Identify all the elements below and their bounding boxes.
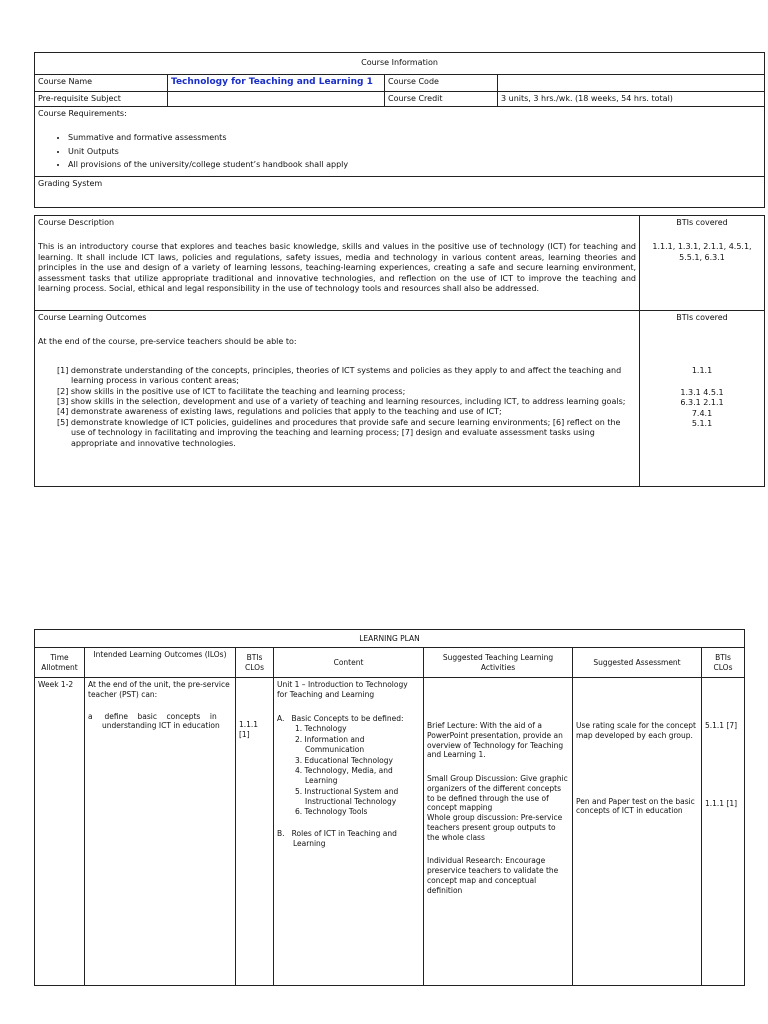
course-name-value: Technology for Teaching and Learning 1 — [168, 75, 385, 92]
learning-plan-table — [34, 629, 745, 986]
btis-value: 1.1.1 [1] — [239, 720, 259, 739]
btis-item: 1.3.1 4.5.1 — [680, 387, 724, 397]
header-activities: Suggested Teaching Learning Activities — [424, 648, 573, 678]
btis-cell — [236, 678, 274, 986]
ilo-item: a define basic concepts in understanding ICT in education — [88, 711, 220, 731]
assessment-item: Pen and Paper test on the basic concepts of ICT in education — [576, 796, 695, 816]
header-btis: BTIs CLOs — [236, 648, 274, 678]
activity-item: Small Group Discussion: Give graphic organizers of the different concepts to be defined through the use of concept mapping — [427, 774, 568, 813]
course-description-cell — [35, 216, 640, 311]
requirements-label: Course Requirements: — [38, 109, 127, 119]
grading-system-label: Grading System — [35, 177, 765, 208]
course-description-btis-cell — [640, 216, 765, 311]
btis-item: 1.1.1 — [691, 366, 713, 376]
learning-plan-title: LEARNING PLAN — [35, 630, 745, 648]
btis-cell — [702, 678, 745, 986]
prereq-label: Pre-requisite Subject — [35, 91, 168, 106]
section-a: A. Basic Concepts to be defined: — [277, 713, 404, 723]
list-item: 5. Instructional System and Instructional Technology — [295, 786, 399, 806]
assessment-item: Use rating scale for the concept map developed by each group. — [576, 721, 696, 740]
prereq-value — [168, 91, 385, 106]
header-content: Content — [274, 648, 424, 678]
concepts-list — [277, 724, 420, 817]
header-btis: BTIs CLOs — [702, 648, 745, 678]
course-description-text: This is an introductory course that explores and teaches basic knowledge, skills and values in the positive use of technology (ICT) for teaching and learning. It shall include ICT laws, policies and regulations, safety issues, media and technology in various content areas, learning theories and principles in the use and design of a variety of learning lessons, teaching-learning experiences, creating a safe and secure learning environment, assessment tasks that utilize appropriate traditional and innovative technologies, and reflection on the use of ICT to improve the teaching and learning process. Social, ethical and legal responsibility in the use of technology tools and resources shall also be addressed. — [38, 242, 636, 293]
btis-value: 1.1.1 [1] — [705, 798, 738, 808]
btis-item: 5.1.1 — [691, 418, 713, 428]
btis-header: BTIs covered — [676, 218, 728, 227]
list-item: 4. Technology, Media, and Learning — [295, 766, 393, 785]
btis-item: 6.3.1 2.1.1 — [680, 398, 724, 408]
btis-item: 7.4.1 — [691, 408, 713, 418]
unit-title: Unit 1 – Introduction to Technology for Teaching and Learning — [277, 680, 408, 699]
header-assessment: Suggested Assessment — [573, 648, 702, 678]
credit-value: 3 units, 3 hrs./wk. (18 weeks, 54 hrs. total) — [498, 91, 765, 106]
course-information-table — [34, 52, 765, 208]
course-name-label: Course Name — [35, 75, 168, 92]
assessment-cell — [573, 678, 702, 986]
course-description-table — [34, 215, 765, 487]
learning-outcomes-list — [38, 366, 636, 449]
learning-outcomes-label: Course Learning Outcomes — [38, 313, 147, 322]
table-row — [35, 678, 745, 986]
requirements-list — [38, 133, 761, 170]
content-cell — [274, 678, 424, 986]
list-item: • Summative and formative assessments — [68, 133, 761, 143]
btis-header: BTIs covered — [676, 313, 728, 322]
course-code-value — [498, 75, 765, 92]
course-requirements-cell — [35, 107, 765, 177]
activity-item: Brief Lecture: With the aid of a PowerPoint presentation, provide an overview of Technology for Teaching and Learning 1. — [427, 721, 564, 760]
learning-outcomes-btis-cell — [640, 311, 765, 487]
list-item: [4] demonstrate awareness of existing laws, regulations and policies that apply to the teaching and use of ICT; — [57, 407, 502, 417]
activity-item: Individual Research: Encourage preservice teachers to validate the concept map and conceptual definition — [427, 856, 559, 895]
header-time: Time Allotment — [35, 648, 85, 678]
list-item: 1. Technology — [295, 724, 347, 734]
section-b: B. Roles of ICT in Teaching and Learning — [277, 829, 400, 848]
list-item: [2] show skills in the positive use of ICT to facilitate the teaching and learning process; — [57, 386, 406, 396]
course-description-label: Course Description — [38, 218, 115, 227]
list-item: [1] demonstrate understanding of the concepts, principles, theories of ICT systems and policies as they apply to and affect the teaching and learning process in various content areas; — [57, 365, 622, 386]
credit-label: Course Credit — [385, 91, 498, 106]
btis-value: 1.1.1, 1.3.1, 2.1.1, 4.5.1, 5.5.1, 6.3.1 — [652, 242, 752, 262]
course-info-header: Course Information — [35, 53, 765, 75]
list-item: [3] show skills in the selection, development and use of a variety of teaching and learning resources, including ICT, to address learning goals; — [57, 396, 626, 406]
week-cell: Week 1-2 — [35, 678, 85, 986]
btis-value: 5.1.1 [7] — [705, 721, 738, 730]
ilo-intro: At the end of the unit, the pre-service teacher (PST) can: — [88, 680, 230, 699]
learning-outcomes-cell — [35, 311, 640, 487]
ilo-cell — [85, 678, 236, 986]
list-item: • Unit Outputs — [68, 147, 761, 157]
list-item: 6. Technology Tools — [295, 807, 368, 817]
course-code-label: Course Code — [385, 75, 498, 92]
list-item: 2. Information and Communication — [295, 735, 365, 754]
list-item: • All provisions of the university/college student’s handbook shall apply — [68, 160, 761, 170]
learning-outcomes-intro: At the end of the course, pre-service teachers should be able to: — [38, 337, 297, 347]
header-ilo: Intended Learning Outcomes (ILOs) — [85, 648, 236, 678]
activities-cell — [424, 678, 573, 986]
activity-item: Whole group discussion: Pre-service teachers present group outputs to the whole class — [427, 813, 563, 842]
list-item: [5] demonstrate knowledge of ICT policies, guidelines and procedures that provide safe and secure learning environments; [6] reflect on the use of technology in facilitating and improving the teaching and learning process; [7] design and evaluate assessment tasks using appropriate and innovative technologies. — [57, 417, 621, 448]
list-item: 3. Educational Technology — [295, 755, 393, 765]
